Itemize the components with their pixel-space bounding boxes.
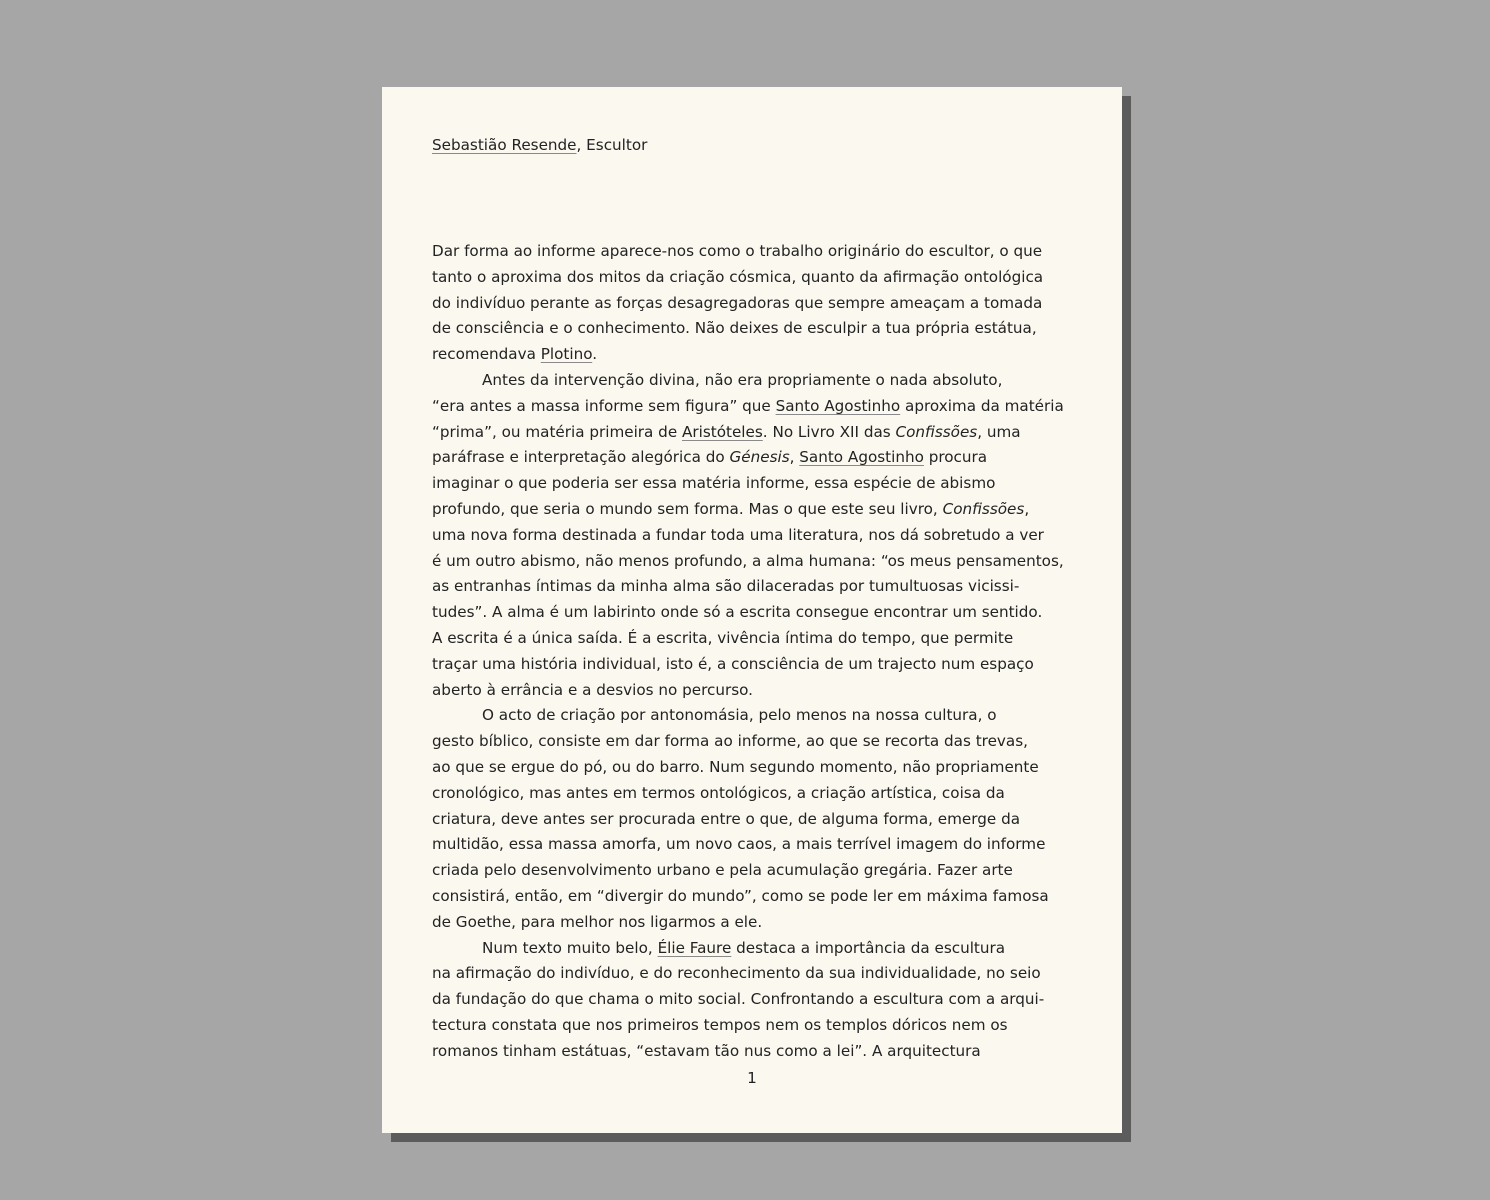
text-segment: romanos tinham estátuas, “estavam tão nus como a lei”. A arquitectura — [432, 1041, 981, 1060]
text-line — [432, 987, 1072, 1013]
text-segment: Num texto muito belo, — [482, 938, 658, 957]
text-line — [432, 652, 1072, 678]
text-line — [432, 729, 1072, 755]
text-segment: consistirá, então, em “divergir do mundo”, como se pode ler em máxima famosa — [432, 886, 1049, 905]
text-line — [432, 549, 1072, 575]
text-segment: gesto bíblico, consiste em dar forma ao informe, ao que se recorta das trevas, — [432, 732, 1028, 751]
text-segment: , — [1024, 499, 1030, 518]
text-line — [432, 291, 1072, 317]
name-link[interactable]: Aristóteles — [682, 422, 763, 441]
book-title: Confissões — [942, 499, 1025, 518]
text-segment: destaca a importância da escultura — [731, 938, 1006, 957]
text-line — [432, 626, 1072, 652]
text-segment: tanto o aproxima dos mitos da criação cósmica, quanto da afirmação ontológica — [432, 267, 1044, 286]
author-link[interactable]: Sebastião Resende — [432, 136, 577, 154]
text-segment: uma nova forma destinada a fundar toda uma literatura, nos dá sobretudo a ver — [432, 525, 1044, 544]
text-segment: procura — [923, 448, 988, 467]
text-line — [432, 342, 1072, 368]
text-segment: é um outro abismo, não menos profundo, a alma humana: “os meus pensamentos, — [432, 551, 1064, 570]
text-segment: . — [592, 345, 598, 364]
name-link[interactable]: Plotino — [540, 345, 593, 364]
text-line — [432, 574, 1072, 600]
text-segment: na afirmação do indivíduo, e do reconhecimento da sua individualidade, no seio — [432, 964, 1041, 983]
text-segment: A escrita é a única saída. É a escrita, vivência íntima do tempo, que permite — [432, 628, 1014, 647]
text-segment: cronológico, mas antes em termos ontológicos, a criação artística, coisa da — [432, 783, 1005, 802]
text-segment: aberto à errância e a desvios no percurso. — [432, 680, 754, 699]
book-title: Confissões — [895, 422, 978, 441]
name-link[interactable]: Santo Agostinho — [799, 448, 924, 467]
name-link[interactable]: Santo Agostinho — [775, 396, 901, 415]
text-segment: Antes da intervenção divina, não era propriamente o nada absoluto, — [482, 370, 1003, 389]
text-segment: . No Livro XII das — [762, 422, 896, 441]
text-line — [432, 600, 1072, 626]
text-segment: paráfrase e interpretação alegórica do — [432, 448, 730, 467]
text-segment: profundo, que seria o mundo sem forma. Mas o que este seu livro, — [432, 499, 943, 518]
text-segment: imaginar o que poderia ser essa matéria informe, essa espécie de abismo — [432, 474, 996, 493]
text-segment: , uma — [977, 422, 1021, 441]
text-line — [432, 678, 1072, 704]
text-segment: O acto de criação por antonomásia, pelo menos na nossa cultura, o — [482, 706, 997, 725]
text-line — [432, 316, 1072, 342]
text-line — [432, 1039, 1072, 1065]
text-segment: do indivíduo perante as forças desagregadoras que sempre ameaçam a tomada — [432, 293, 1043, 312]
header-title: , Escultor — [576, 136, 648, 154]
document-header — [432, 135, 647, 155]
text-line — [432, 445, 1072, 471]
text-line — [432, 239, 1072, 265]
text-segment: criada pelo desenvolvimento urbano e pela acumulação gregária. Fazer arte — [432, 861, 1013, 880]
text-segment: traçar uma história individual, isto é, a consciência de um trajecto num espaço — [432, 654, 1034, 673]
document-page — [382, 87, 1122, 1133]
text-line — [432, 884, 1072, 910]
text-segment: , — [789, 448, 800, 467]
text-segment: ao que se ergue do pó, ou do barro. Num segundo momento, não propriamente — [432, 757, 1039, 776]
text-line — [432, 832, 1072, 858]
text-line — [432, 961, 1072, 987]
text-line — [432, 858, 1072, 884]
text-segment: “era antes a massa informe sem figura” que — [432, 396, 776, 415]
text-line — [432, 910, 1072, 936]
text-line — [432, 420, 1072, 446]
text-segment: “prima”, ou matéria primeira de — [432, 422, 682, 441]
text-line — [432, 368, 1072, 394]
text-segment: as entranhas íntimas da minha alma são dilaceradas por tumultuosas vicissi- — [432, 577, 1020, 596]
text-line — [432, 394, 1072, 420]
text-segment: recomendava — [432, 345, 541, 364]
text-segment: tudes”. A alma é um labirinto onde só a escrita consegue encontrar um sentido. — [432, 603, 1043, 622]
text-line — [432, 265, 1072, 291]
text-line — [432, 497, 1072, 523]
text-segment: multidão, essa massa amorfa, um novo caos, a mais terrível imagem do informe — [432, 835, 1046, 854]
text-line — [432, 807, 1072, 833]
text-line — [432, 936, 1072, 962]
text-segment: da fundação do que chama o mito social. Confrontando a escultura com a arqui- — [432, 990, 1045, 1009]
book-title: Génesis — [729, 448, 790, 467]
text-line — [432, 781, 1072, 807]
page-number: 1 — [747, 1069, 757, 1087]
text-segment: tectura constata que nos primeiros tempos nem os templos dóricos nem os — [432, 1015, 1008, 1034]
text-line — [432, 1013, 1072, 1039]
name-link[interactable]: Élie Faure — [657, 938, 732, 957]
text-line — [432, 523, 1072, 549]
text-segment: Dar forma ao informe aparece-nos como o trabalho originário do escultor, o que — [432, 242, 1043, 260]
text-line — [432, 471, 1072, 497]
body-text — [432, 239, 1072, 1065]
text-segment: aproxima da matéria — [900, 396, 1064, 415]
text-line — [432, 755, 1072, 781]
text-segment: criatura, deve antes ser procurada entre o que, de alguma forma, emerge da — [432, 809, 1021, 828]
text-line — [432, 703, 1072, 729]
text-segment: de Goethe, para melhor nos ligarmos a ele. — [432, 912, 763, 931]
text-segment: de consciência e o conhecimento. Não deixes de esculpir a tua própria estátua, — [432, 319, 1037, 338]
